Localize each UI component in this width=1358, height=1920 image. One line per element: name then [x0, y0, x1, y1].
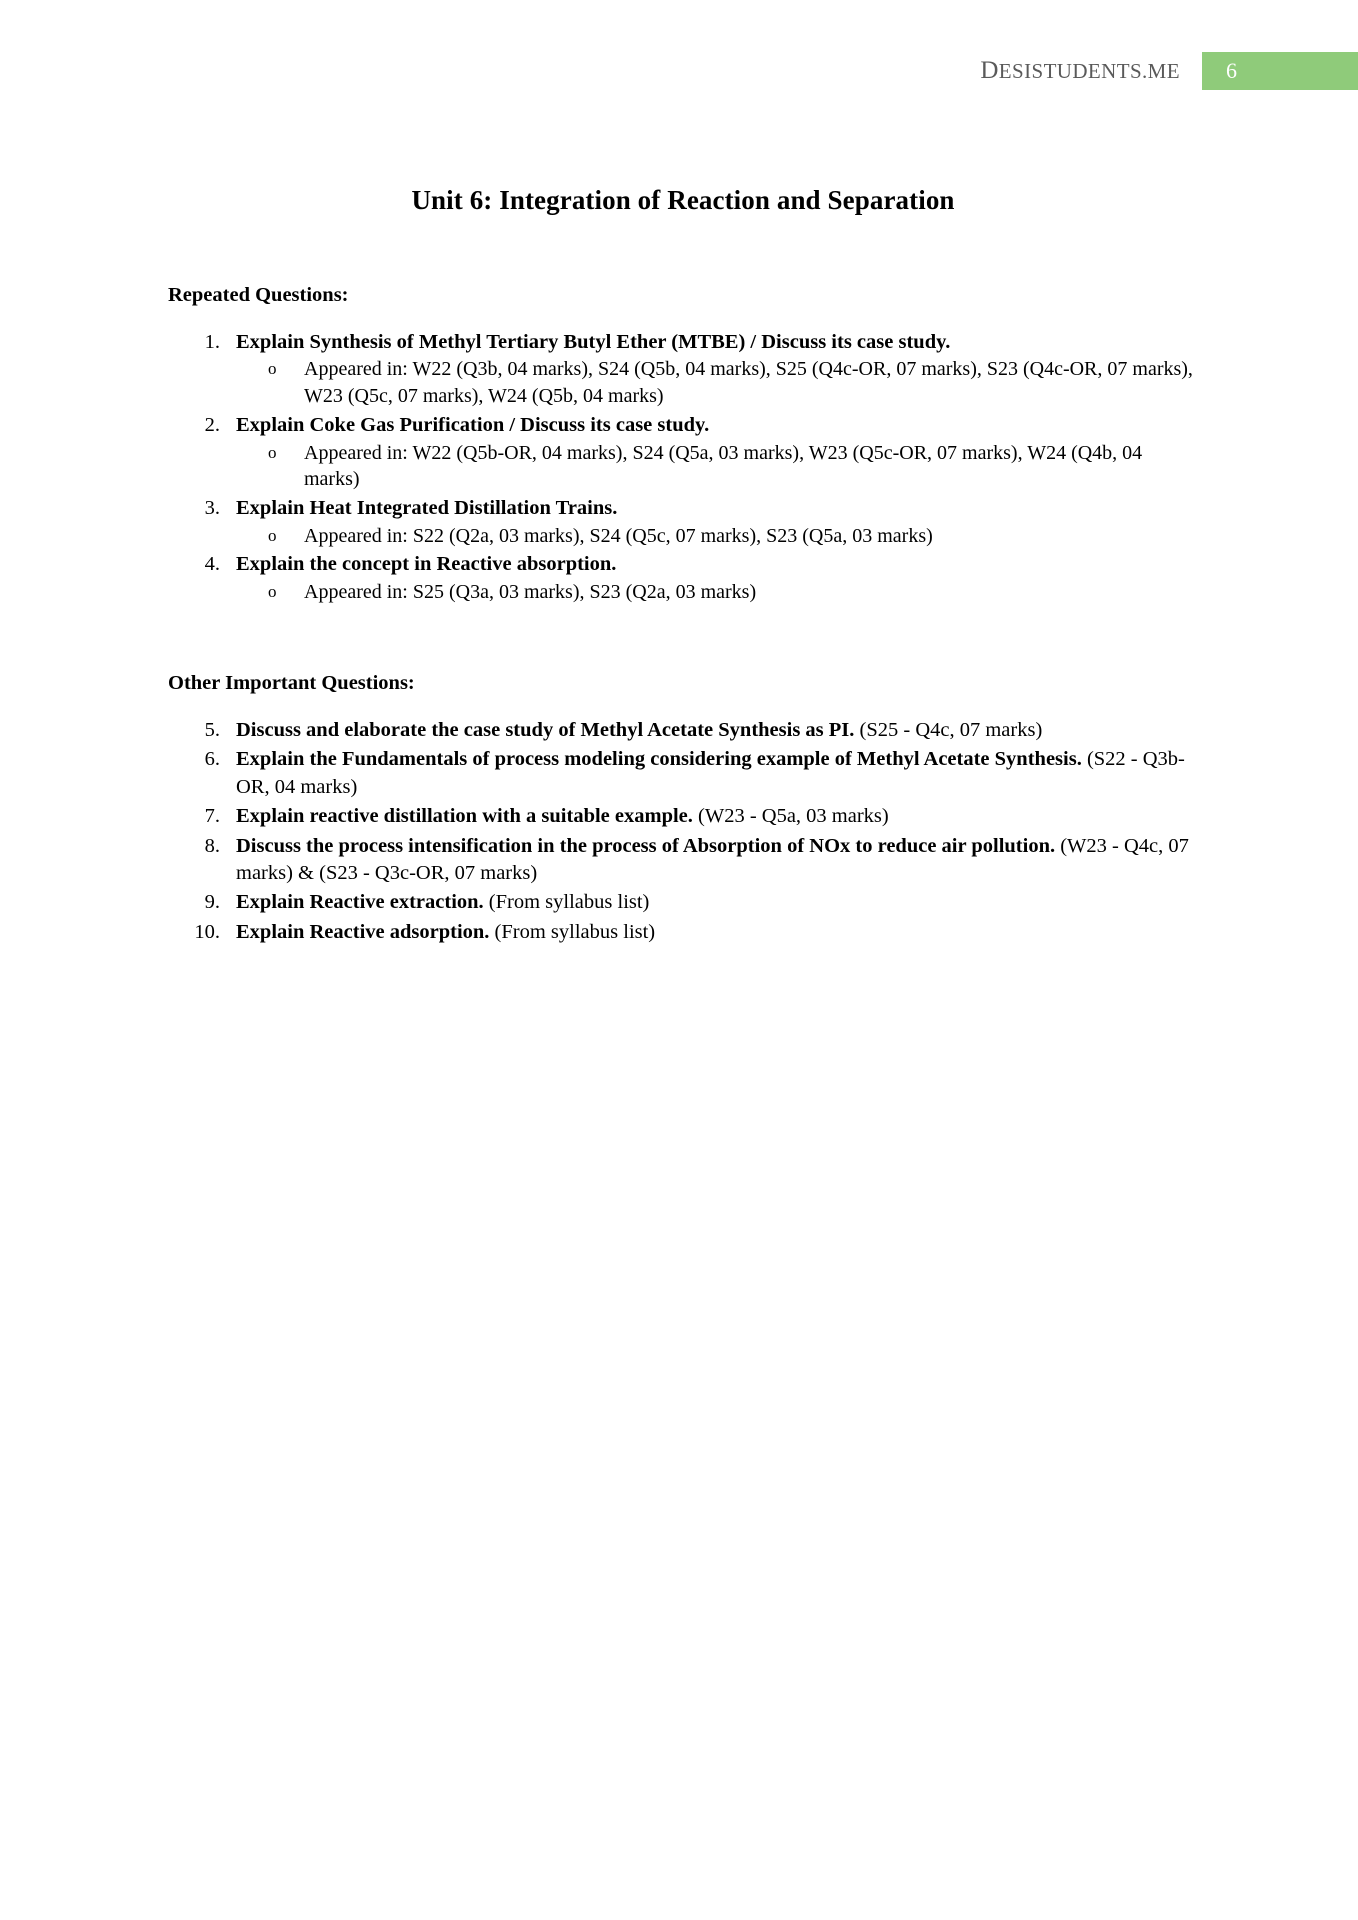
list-item: [168, 803, 1198, 830]
list-item-reference: (From syllabus list): [489, 920, 656, 943]
sub-list: [236, 523, 1198, 550]
site-watermark: [980, 52, 1202, 90]
list-item-number: 4.: [204, 553, 220, 576]
list-item-text: Explain Heat Integrated Distillation Trains.: [236, 497, 618, 520]
list-item: [168, 717, 1198, 744]
list-item-reference: (From syllabus list): [483, 891, 650, 914]
list-item-number: 10.: [194, 920, 220, 943]
sub-list-item: [236, 356, 1198, 410]
appeared-in-text: Appeared in: S22 (Q2a, 03 marks), S24 (Q5c, 07 marks), S23 (Q5a, 03 marks): [304, 524, 933, 547]
sub-list: [236, 440, 1198, 494]
site-watermark-initial: D: [980, 57, 999, 84]
page-title: Unit 6: Integration of Reaction and Separation: [411, 185, 955, 215]
sub-list-item: [236, 440, 1198, 494]
list-item-text: Explain Reactive adsorption.: [236, 920, 490, 943]
bullet-icon: o: [268, 581, 277, 601]
list-item-number: 1.: [204, 331, 220, 353]
appeared-in-text: Appeared in: W22 (Q3b, 04 marks), S24 (Q5b, 04 marks), S25 (Q4c-OR, 07 marks), S23 (Q4c-OR, 07 marks), W23 (Q5c, 07 marks), W24 (Q5b, 04 marks): [304, 358, 1193, 408]
list-item: [168, 329, 1198, 410]
list-item-number: 9.: [204, 891, 220, 914]
list-item-number: 5.: [204, 718, 220, 741]
sub-list: [236, 579, 1198, 606]
list-item-reference: (S25 - Q4c, 07 marks): [854, 718, 1043, 741]
list-item: [168, 889, 1198, 916]
list-item-text: Explain reactive distillation with a suitable example.: [236, 805, 693, 828]
list-item: [168, 833, 1198, 888]
list-item: [168, 919, 1198, 946]
list-item-reference: (W23 - Q5a, 03 marks): [692, 805, 889, 828]
bullet-icon: o: [268, 442, 277, 462]
bullet-icon: o: [268, 525, 277, 545]
page-header: [980, 52, 1358, 90]
list-item-number: 6.: [204, 748, 220, 771]
list-item-text: Explain Synthesis of Methyl Tertiary Butyl Ether (MTBE) / Discuss its case study.: [236, 331, 951, 353]
list-item-text: Explain the concept in Reactive absorption.: [236, 553, 617, 576]
list-item: [168, 746, 1198, 801]
sub-list-item: [236, 523, 1198, 550]
list-item-number: 3.: [204, 497, 220, 520]
list-item-number: 2.: [204, 414, 220, 437]
appeared-in-text: Appeared in: S25 (Q3a, 03 marks), S23 (Q2a, 03 marks): [304, 580, 757, 603]
list-item-text: Discuss and elaborate the case study of Methyl Acetate Synthesis as PI.: [236, 718, 855, 741]
list-item-number: 8.: [204, 834, 220, 857]
section-heading-other: Other Important Questions:: [168, 671, 415, 694]
site-watermark-rest: ESISTUDENTS.ME: [998, 58, 1180, 83]
list-item-number: 7.: [204, 805, 220, 828]
list-item-text: Explain the Fundamentals of process modeling considering example of Methyl Acetate Synthesis.: [236, 748, 1082, 771]
list-item-text: Explain Coke Gas Purification / Discuss its case study.: [236, 414, 710, 437]
list-item-text: Discuss the process intensification in the process of Absorption of NOx to reduce air pollution.: [236, 834, 1056, 857]
sub-list: [236, 356, 1198, 410]
section-heading-repeated: Repeated Questions:: [168, 284, 349, 306]
list-item: [168, 551, 1198, 605]
other-questions-list: [168, 717, 1198, 947]
appeared-in-text: Appeared in: W22 (Q5b-OR, 04 marks), S24 (Q5a, 03 marks), W23 (Q5c-OR, 07 marks), W24 (Q4b, 04 marks): [304, 441, 1143, 491]
list-item-reference: (W23 - Q4c, 07 marks) & (S23 - Q3c-OR, 07 marks): [236, 834, 1189, 884]
document-content: [168, 185, 1198, 948]
bullet-icon: o: [268, 359, 277, 379]
list-item-reference: (S22 - Q3b-OR, 04 marks): [236, 748, 1185, 798]
list-item: [168, 412, 1198, 493]
page-number-badge: 6: [1202, 52, 1358, 90]
list-item-text: Explain Reactive extraction.: [236, 891, 484, 914]
list-item: [168, 495, 1198, 549]
sub-list-item: [236, 579, 1198, 606]
repeated-questions-list: [168, 329, 1198, 606]
